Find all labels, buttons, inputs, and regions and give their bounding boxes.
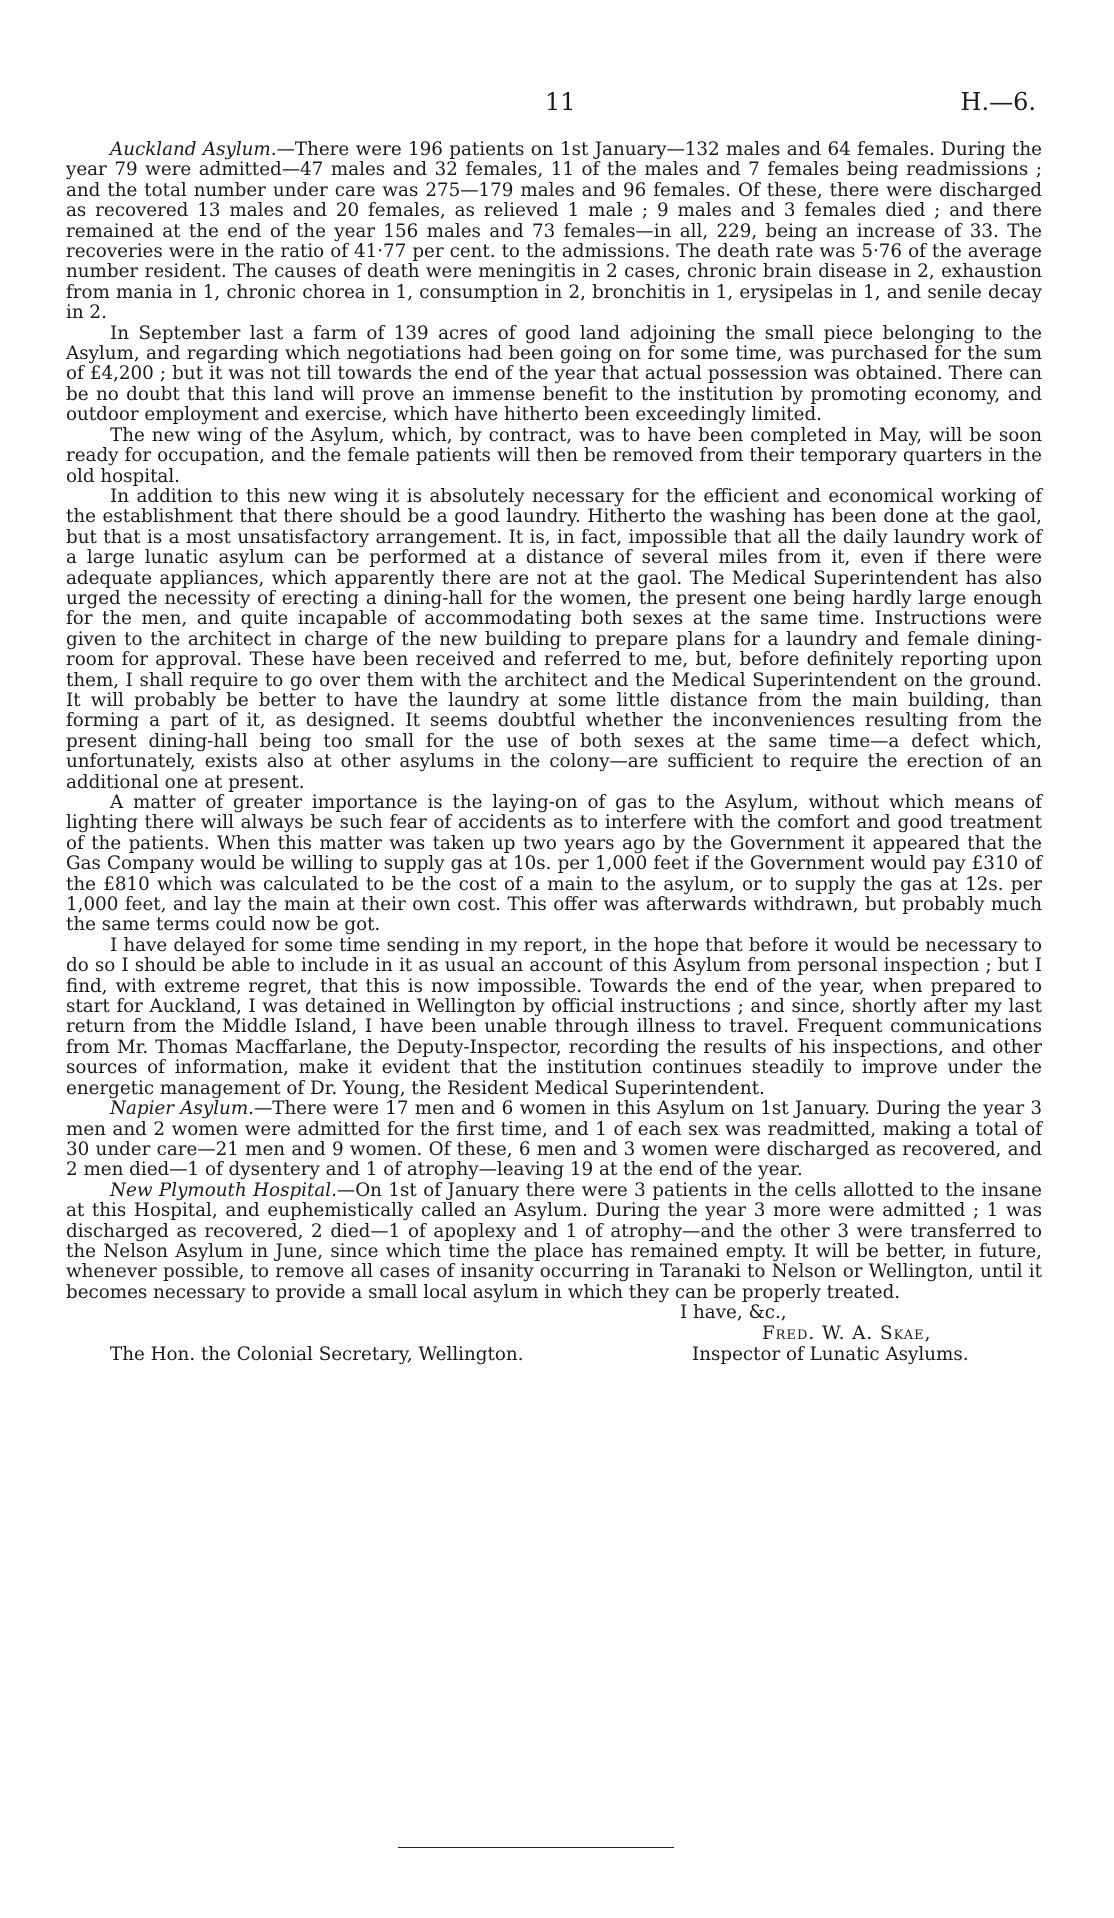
paragraph-text: The new wing of the Asylum, which, by contract, was to have been completed in May, will be soon ready for occupation, and the female patients will then be removed from their temporary quarters in the old hospital. xyxy=(66,424,1042,487)
paragraph-text: A matter of greater importance is the laying-on of gas to the Asylum, without which means of lighting there will always be such fear of accidents as to interfere with the comfort and good treatment of the patients. When this matter was taken up two years ago by the Government it appeared that the Gas Company would be willing to supply gas at 10s. per 1,000 feet if the Government would pay £310 of the £810 which was calculated to be the cost of a main to the asylum, or to supply the gas at 12s. per 1,000 feet, and lay the main at their own cost. This offer was afterwards withdrawn, but probably much the same terms could now be got. xyxy=(66,792,1042,936)
paragraph-text: —On 1st of January there were 3 patients in the cells allotted to the insane at this Hospital, and euphemistically called an Asylum. During the year 3 more were admitted ; 1 was discharged as recovered, 2 died—1 of apoplexy and 1 of atrophy—and the other 3 were transferred to the Nelson Asylum in June, since which time the place has remained empty. It will be better, in future, whenever possible, to remove all cases of insanity occurring in Taranaki to Nelson or Wellington, until it becomes necessary to provide a small local asylum in which they can be properly treated. xyxy=(66,1179,1042,1303)
paragraph-text: In addition to this new wing it is absolutely necessary for the efficient and economical working of the establishment that there should be a good laundry. Hitherto the washing has been done at the gaol, but that is a most unsatisfactory arrangement. It is, in fact, impossible that all the daily laundry work of a large lunatic asylum can be performed at a distance of several miles from it, even if there were adequate appliances, which apparently there are not at the gaol. The Medical Superintendent has also urged the necessity of erecting a dining-hall for the women, the present one being hardly large enough for the men, and quite incapable of accommodating both sexes at the same time. Instructions were given to the architect in charge of the new building to prepare plans for a laundry and female dining-room for approval. These have been received and referred to me, but, before definitely reporting upon them, I shall require to go over them with the architect and the Medical Superintendent on the ground. It will probably be better to have the laundry at some little distance from the main building, than forming a part of it, as designed. It seems doubtful whether the inconveniences resulting from the present dining-hall being too small for the use of both sexes at the same time—a defect which, unfortunately, exists also at other asylums in the colony—are sufficient to require the erection of an additional one at present. xyxy=(66,485,1042,793)
paragraph-auckland-asylum xyxy=(66,140,1042,324)
page-number: 11 xyxy=(545,88,576,116)
paragraph-laundry xyxy=(66,487,1042,793)
paragraph-farm-purchase xyxy=(66,324,1042,426)
paragraph-report-delay xyxy=(66,936,1042,1099)
signatory-name: Fred. W. A. Skae, xyxy=(762,1323,932,1345)
document-reference: H.—6. xyxy=(960,88,1036,116)
closing-rule xyxy=(398,1847,674,1848)
report-body xyxy=(66,140,1042,1387)
paragraph-new-plymouth-hospital xyxy=(66,1181,1042,1303)
paragraph-napier-asylum xyxy=(66,1099,1042,1181)
paragraph-gas xyxy=(66,793,1042,936)
section-heading: New Plymouth Hospital. xyxy=(110,1179,337,1201)
section-heading: Napier Asylum. xyxy=(110,1098,254,1120)
page-header xyxy=(0,88,1114,118)
paragraph-text: —There were 17 men and 6 women in this Asylum on 1st January. During the year 3 men and 2 women were admitted for the first time, and 1 of each sex was readmitted, making a total of 30 under care—21 men and 9 women. Of these, 6 men and 3 women were discharged as recovered, and 2 men died—1 of dysentery and 1 of atrophy—leaving 19 at the end of the year. xyxy=(66,1098,1042,1181)
closing-salutation: I have, &c., xyxy=(680,1302,787,1324)
signatory-title: Inspector of Lunatic Asylums. xyxy=(692,1344,969,1366)
letter-closing xyxy=(66,1303,1042,1387)
paragraph-text: —There were 196 patients on 1st January—132 males and 64 females. During the year 79 were admitted—47 males and 32 females, 11 of the males and 7 females being readmissions ; and the total number under care was 275—179 males and 96 females. Of these, there were discharged as recovered 13 males and 20 females, as relieved 1 male ; 9 males and 3 females died ; and there remained at the end of the year 156 males and 73 females—in all, 229, being an increase of 33. The recoveries were in the ratio of 41·77 per cent. to the admissions. The death rate was 5·76 of the average number resident. The causes of death were meningitis in 2 cases, chronic brain disease in 2, exhaustion from mania in 1, chronic chorea in 1, consumption in 2, bronchitis in 1, erysipelas in 1, and senile decay in 2. xyxy=(66,139,1042,324)
paragraph-text: In September last a farm of 139 acres of good land adjoining the small piece belonging to the Asylum, and regarding which negotiations had been going on for some time, was purchased for the sum of £4,200 ; but it was not till towards the end of the year that actual possession was obtained. There can be no doubt that this land will prove an immense benefit to the institution by promoting economy, and outdoor employment and exercise, which have hitherto been exceedingly limited. xyxy=(66,322,1042,426)
paragraph-text: I have delayed for some time sending in my report, in the hope that before it would be necessary to do so I should be able to include in it as usual an account of this Asylum from personal inspection ; but I find, with extreme regret, that this is now impossible. Towards the end of the year, when prepared to start for Auckland, I was detained in Wellington by official instructions ; and since, shortly after my last return from the Middle Island, I have been unable through illness to travel. Frequent communications from Mr. Thomas Macffarlane, the Deputy-Inspector, recording the results of his inspections, and other sources of information, make it evident that the institution continues steadily to improve under the energetic management of Dr. Young, the Resident Medical Superintendent. xyxy=(66,934,1042,1099)
paragraph-new-wing xyxy=(66,426,1042,487)
section-heading: Auckland Asylum. xyxy=(110,139,277,160)
addressee: The Hon. the Colonial Secretary, Wellington. xyxy=(110,1344,524,1366)
